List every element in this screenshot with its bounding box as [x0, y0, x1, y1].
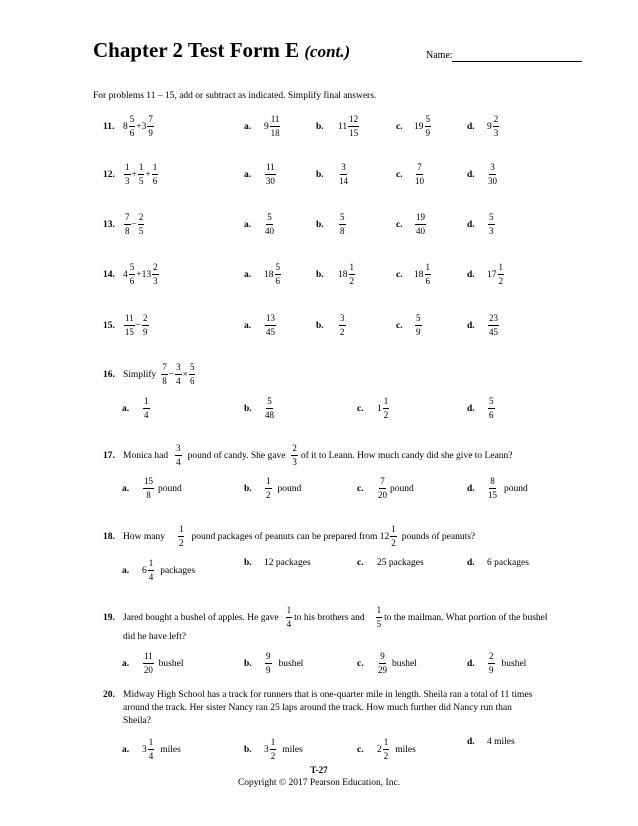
question-16: 16. Simplify 7 8 − $\frac{3}{4}$ × $\frac{5}{6}$ [103, 362, 195, 386]
q13-option-c[interactable]: c. 19 40 [396, 212, 425, 236]
q15-option-a[interactable]: a. 13 45 [244, 313, 275, 337]
question-19: 19. Jared bought a bushel of apples. He gave 1 4 to his brothers and 1 5 to the mailman. What portion of the bushel [103, 605, 548, 629]
q11-option-a[interactable]: a. 9 11 18 [244, 114, 280, 138]
q14-option-d[interactable]: d. 17 1 2 [467, 262, 503, 286]
q12-option-b[interactable]: b. 3 14 [316, 162, 348, 186]
q12-option-a[interactable]: a. 11 30 [244, 162, 275, 186]
name-field-line[interactable] [452, 61, 582, 62]
q14-option-c[interactable]: c. 18 1 6 [396, 262, 430, 286]
q18-option-c[interactable]: c. 25 packages [357, 558, 424, 568]
q11-option-d[interactable]: d. 9 2 3 [467, 114, 499, 138]
title-suffix: (cont.) [304, 42, 351, 61]
question-19-line2: did he have left? [123, 632, 187, 642]
q16-option-a[interactable]: a. 1 4 [122, 396, 149, 420]
q17-option-d[interactable]: d. 8 15 pound [467, 476, 528, 500]
q15-option-d[interactable]: d. 23 45 [467, 313, 498, 337]
question-18: 18. How many 1 2 pound packages of peanuts can be prepared from 12 1 2 pounds of peanuts? [103, 524, 476, 548]
q16-option-c[interactable]: c. 1 1 2 [357, 396, 389, 420]
q14-option-a[interactable]: a. 18 5 6 [244, 262, 280, 286]
q18-option-a[interactable]: a. 6 1 4 packages [122, 558, 196, 582]
question-20: 20. Midway High School has a track for runners that is one-quarter mile in length. Sheila ran a total of 11 times around the track. Her sister Nancy ran 25 laps around the track. How much further did Nancy run than Sheila? [103, 690, 533, 726]
q19-option-a[interactable]: a. 11 20 bushel [122, 651, 184, 675]
q20-option-d[interactable]: d. 4 miles [467, 737, 515, 747]
instructions: For problems 11 – 15, add or subtract as indicated. Simplify final answers. [93, 91, 377, 101]
q16-option-b[interactable]: b. 5 48 [244, 396, 274, 420]
question-14: 14. 4 5 6 +13 2 3 [103, 262, 158, 286]
copyright: Copyright © 2017 Pearson Education, Inc. [237, 778, 401, 788]
q14-option-b[interactable]: b. 18 1 2 [316, 262, 354, 286]
question-15: 15. 11 15 − $\frac{2}{9}$ [103, 313, 148, 337]
q12-option-c[interactable]: c. 7 10 [396, 162, 424, 186]
q13-option-b[interactable]: b. 5 8 [316, 212, 345, 236]
q12-option-d[interactable]: d. 3 30 [467, 162, 497, 186]
q20-option-b[interactable]: b. 3 1 2 miles [244, 737, 303, 761]
q15-option-b[interactable]: b. 3 2 [316, 313, 345, 337]
q19-option-b[interactable]: b. 9 9 bushel [244, 651, 304, 675]
q17-option-b[interactable]: b. 1 2 pound [244, 476, 302, 500]
q18-option-b[interactable]: b. 12 packages [244, 558, 311, 568]
q13-option-d[interactable]: d. 5 3 [467, 212, 494, 236]
question-12: 12. 1 3 + $\frac{1}{5}$ + $\frac{1}{6}$ [103, 162, 158, 186]
q15-option-c[interactable]: c. 5 9 [396, 313, 421, 337]
q16-option-d[interactable]: d. 5 6 [467, 396, 494, 420]
q18-option-d[interactable]: d. 6 packages [467, 558, 529, 568]
name-label: Name: [426, 50, 453, 61]
question-17: 17. Monica had 3 4 pound of candy. She gave 2 3 of it to Leann. How much candy did she give to Leann? [103, 443, 513, 467]
q20-option-a[interactable]: a. 3 1 4 miles [122, 737, 181, 761]
q20-option-c[interactable]: c. 2 1 2 miles [357, 737, 416, 761]
question-11: 11. 8 5 6 + 3 7 9 [103, 114, 153, 138]
q19-option-c[interactable]: c. 9 29 bushel [357, 651, 417, 675]
q19-option-d[interactable]: d. 2 9 bushel [467, 651, 527, 675]
q11-option-c[interactable]: c. 19 5 9 [396, 114, 430, 138]
page-title: Chapter 2 Test Form E (cont.) [93, 38, 351, 62]
question-13: 13. 7 8 − $\frac{2}{5}$ [103, 212, 144, 236]
page-number: T-27 [310, 765, 328, 775]
q13-option-a[interactable]: a. 5 40 [244, 212, 274, 236]
q17-option-c[interactable]: c. 7 20 pound [357, 476, 414, 500]
q11-option-b[interactable]: b. 11 12 15 [316, 114, 359, 138]
q17-option-a[interactable]: a. 15 8 pound [122, 476, 182, 500]
